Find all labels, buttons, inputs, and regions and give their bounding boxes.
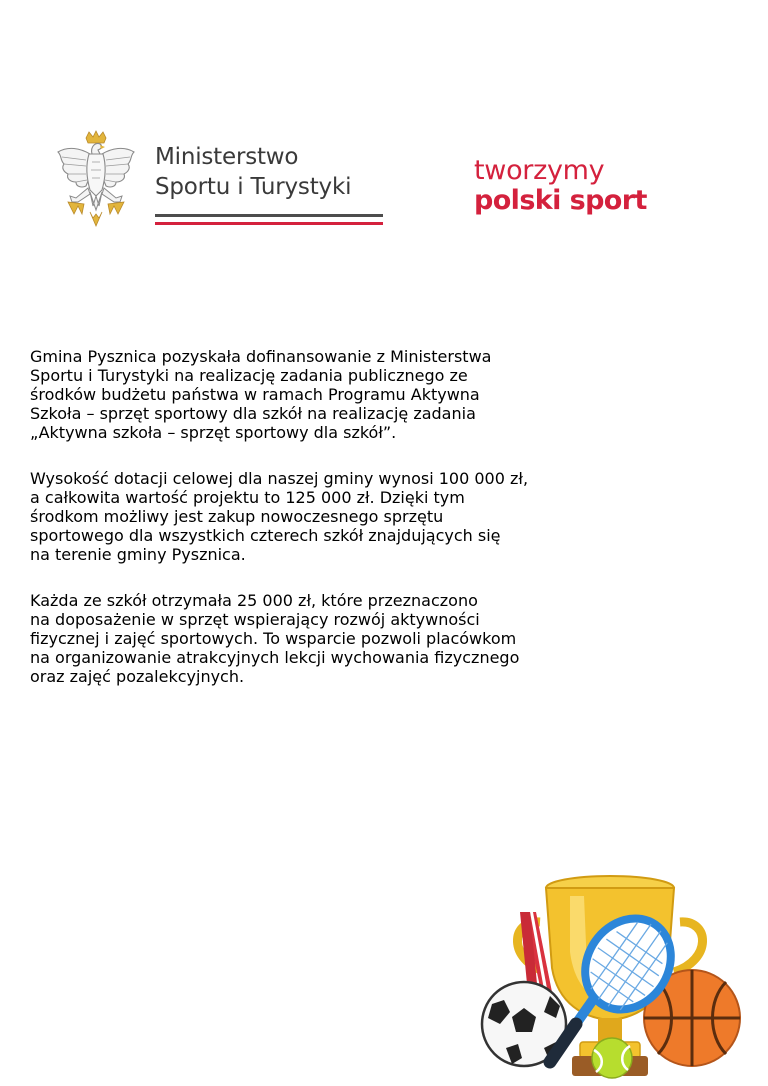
tennis-ball-icon xyxy=(592,1038,632,1078)
text-line: na terenie gminy Pysznica. xyxy=(30,545,246,564)
campaign-logo xyxy=(474,156,647,216)
ministry-name-line2: Sportu i Turystyki xyxy=(155,174,352,200)
ministry-grey-line xyxy=(155,214,383,217)
text-line: oraz zajęć pozalekcyjnych. xyxy=(30,667,245,686)
ministry-name-line1: Ministerstwo xyxy=(155,144,299,170)
text-line: „Aktywna szkoła – sprzęt sportowy dla szkół”. xyxy=(30,423,397,442)
text-line: fizycznej i zajęć sportowych. To wsparcie pozwoli placówkom xyxy=(30,629,517,648)
white-eagle-emblem-icon xyxy=(56,130,136,230)
campaign-logo-line2: polski sport xyxy=(474,185,647,216)
text-line: a całkowita wartość projektu to 125 000 zł. Dzięki tym xyxy=(30,488,465,507)
text-line: Każda ze szkół otrzymała 25 000 zł, które przeznaczono xyxy=(30,591,478,610)
text-line: Szkoła – sprzęt sportowy dla szkół na realizację zadania xyxy=(30,404,476,423)
text-line: środkom możliwy jest zakup nowoczesnego sprzętu xyxy=(30,507,444,526)
announcement-text xyxy=(30,320,750,702)
ministry-name xyxy=(155,142,351,202)
sports-equipment-illustration xyxy=(480,872,750,1082)
text-line: sportowego dla wszystkich czterech szkół znajdujących się xyxy=(30,526,501,545)
text-line: Gmina Pysznica pozyskała dofinansowanie z Ministerstwa xyxy=(30,347,492,366)
text-line: Sportu i Turystyki na realizację zadania publicznego ze xyxy=(30,366,468,385)
ministry-logo xyxy=(56,130,396,235)
text-line: Wysokość dotacji celowej dla naszej gminy wynosi 100 000 zł, xyxy=(30,469,529,488)
text-line: środków budżetu państwa w ramach Programu Aktywna xyxy=(30,385,480,404)
text-line: na organizowanie atrakcyjnych lekcji wychowania fizycznego xyxy=(30,648,520,667)
text-line: na doposażenie w sprzęt wspierający rozwój aktywności xyxy=(30,610,480,629)
ministry-red-line xyxy=(155,222,383,225)
campaign-logo-line1: tworzymy xyxy=(474,155,605,186)
